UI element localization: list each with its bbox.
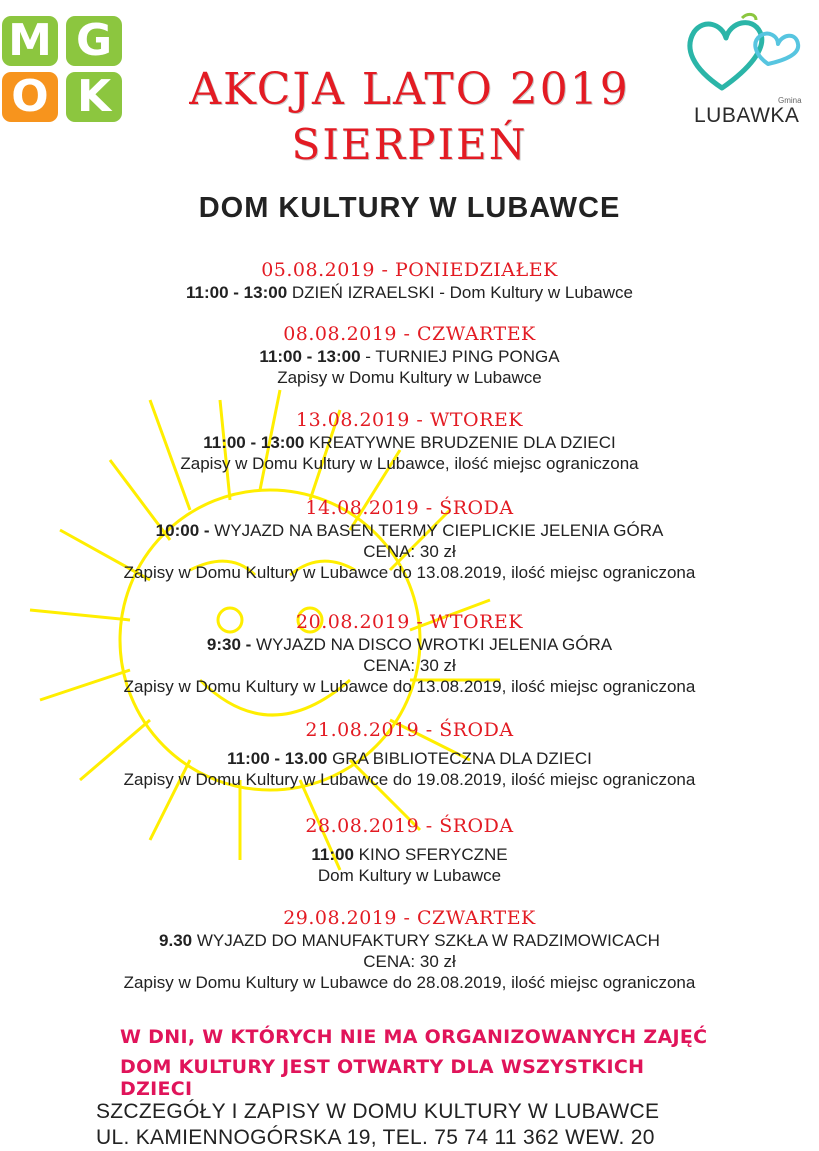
event-line: [0, 346, 819, 367]
event-line: [0, 930, 819, 951]
logo-letter-g: G: [66, 16, 122, 66]
event-line: [0, 865, 819, 886]
event-line: [0, 453, 819, 474]
event-date: 28.08.2019 - ŚRODA: [305, 815, 514, 837]
event-line: [0, 634, 819, 655]
notice-line-2: DOM KULTURY JEST OTWARTY DLA WSZYSTKICH DZIECI: [120, 1056, 645, 1100]
event-text: CENA: 30 zł: [363, 542, 456, 561]
event-line: [0, 541, 819, 562]
event-text: WYJAZD NA BASEN TERMY CIEPLICKIE JELENIA GÓRA: [209, 521, 664, 540]
event-item: [0, 408, 819, 474]
footer-address: UL. KAMIENNOGÓRSKA 19, TEL. 75 74 11 362 WEW. 20: [96, 1126, 655, 1149]
event-line: [0, 282, 819, 303]
event-date: 29.08.2019 - CZWARTEK: [283, 907, 536, 929]
event-item: [0, 322, 819, 388]
event-line: [0, 655, 819, 676]
event-line: [0, 562, 819, 583]
logo-letter-o: O: [2, 72, 58, 122]
event-time: 10:00 -: [155, 521, 210, 540]
event-line: [0, 951, 819, 972]
event-item: [0, 258, 819, 303]
event-text: Zapisy w Domu Kultury w Lubawce do 13.08.2019, ilość miejsc ograniczona: [123, 677, 696, 696]
event-time: 11:00 - 13:00: [259, 347, 361, 366]
event-text: Zapisy w Domu Kultury w Lubawce do 28.08.2019, ilość miejsc ograniczona: [123, 973, 696, 992]
event-line: [0, 748, 819, 769]
event-text: - TURNIEJ PING PONGA: [360, 347, 560, 366]
event-line: [0, 972, 819, 993]
footer-info: SZCZEGÓŁY I ZAPISY W DOMU KULTURY W LUBAWCE: [96, 1100, 660, 1123]
event-line: [0, 432, 819, 453]
event-time: 11:00 - 13.00: [227, 749, 328, 768]
event-item: [0, 906, 819, 993]
event-text: Zapisy w Domu Kultury w Lubawce do 13.08.2019, ilość miejsc ograniczona: [123, 563, 696, 582]
event-text: Zapisy w Domu Kultury w Lubawce do 19.08.2019, ilość miejsc ograniczona: [123, 770, 696, 789]
lubawka-gmina-label: Gmina: [778, 96, 802, 105]
event-time: 9:30 -: [206, 635, 252, 654]
event-text: CENA: 30 zł: [363, 952, 456, 971]
event-item: [0, 718, 819, 790]
event-date: 14.08.2019 - ŚRODA: [305, 497, 514, 519]
event-line: [0, 367, 819, 388]
event-line: [0, 676, 819, 697]
event-text: Dom Kultury w Lubawce: [317, 866, 502, 885]
event-date: 05.08.2019 - PONIEDZIAŁEK: [261, 259, 558, 281]
logo-letter-k: K: [66, 72, 122, 122]
event-text: WYJAZD DO MANUFAKTURY SZKŁA W RADZIMOWICACH: [192, 931, 660, 950]
event-date: 21.08.2019 - ŚRODA: [305, 719, 514, 741]
lubawka-word: LUBAWKA: [694, 104, 800, 127]
event-time: 9.30: [159, 931, 193, 950]
notice-line-1: W DNI, W KTÓRYCH NIE MA ORGANIZOWANYCH ZAJĘĆ: [120, 1026, 708, 1048]
page-subtitle: DOM KULTURY W LUBAWCE: [198, 192, 621, 224]
event-item: [0, 814, 819, 886]
event-date: 08.08.2019 - CZWARTEK: [283, 323, 536, 345]
event-line: [0, 844, 819, 865]
event-item: [0, 610, 819, 697]
event-text: DZIEŃ IZRAELSKI - Dom Kultury w Lubawce: [287, 283, 633, 302]
event-text: Zapisy w Domu Kultury w Lubawce, ilość miejsc ograniczona: [180, 454, 639, 473]
page-title: AKCJA LATO 2019: [189, 64, 630, 115]
logo-letter-m: M: [2, 16, 58, 66]
event-date: 20.08.2019 - WTOREK: [296, 611, 523, 633]
event-date: 13.08.2019 - WTOREK: [296, 409, 523, 431]
event-item: [0, 496, 819, 583]
event-text: WYJAZD NA DISCO WROTKI JELENIA GÓRA: [251, 635, 613, 654]
event-text: KINO SFERYCZNE: [353, 845, 508, 864]
event-line: [0, 769, 819, 790]
event-text: KREATYWNE BRUDZENIE DLA DZIECI: [304, 433, 616, 452]
event-time: 11:00 - 13:00: [203, 433, 305, 452]
event-text: Zapisy w Domu Kultury w Lubawce: [277, 368, 542, 387]
event-text: GRA BIBLIOTECZNA DLA DZIECI: [327, 749, 592, 768]
page-title-month: SIERPIEŃ: [291, 120, 528, 169]
event-line: [0, 520, 819, 541]
event-time: 11:00: [311, 845, 354, 864]
event-text: CENA: 30 zł: [363, 656, 456, 675]
event-time: 11:00 - 13:00: [186, 283, 288, 302]
